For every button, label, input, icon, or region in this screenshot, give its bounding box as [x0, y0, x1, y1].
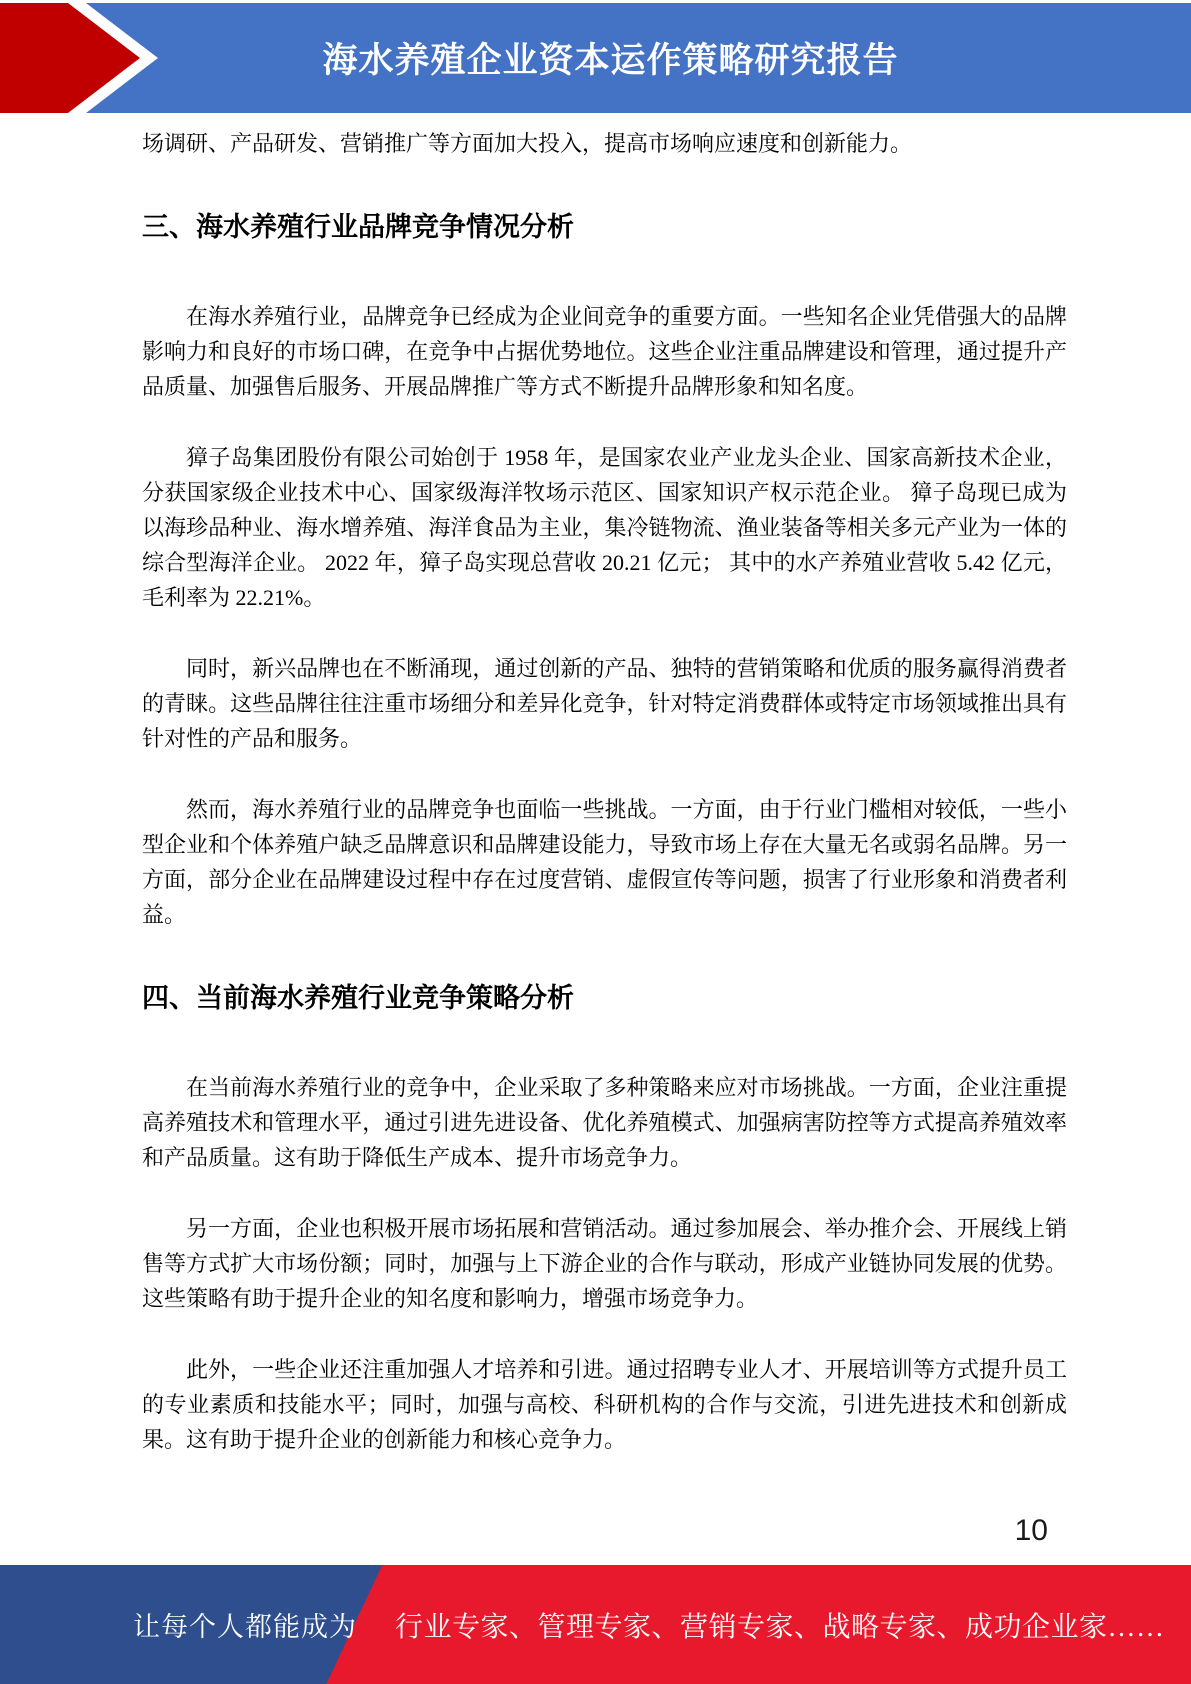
report-title: 海水养殖企业资本运作策略研究报告: [322, 41, 899, 80]
paragraph: 然而，海水养殖行业的品牌竞争也面临一些挑战。一方面，由于行业门槛相对较低，一些小型企业和个体养殖户缺乏品牌意识和品牌建设能力，导致市场上存在大量无名或弱名品牌。另一方面，部分企业在品牌建设过程中存在过度营销、虚假宣传等问题，损害了行业形象和消费者利益。: [142, 797, 1067, 927]
paragraph: 在当前海水养殖行业的竞争中，企业采取了多种策略来应对市场挑战。一方面，企业注重提高养殖技术和管理水平，通过引进先进设备、优化养殖模式、加强病害防控等方式提高养殖效率和产品质量。这有助于降低生产成本、提升市场竞争力。: [142, 1075, 1067, 1170]
paragraph: 在海水养殖行业，品牌竞争已经成为企业间竞争的重要方面。一些知名企业凭借强大的品牌影响力和良好的市场口碑，在竞争中占据优势地位。这些企业注重品牌建设和管理，通过提升产品质量、加强售后服务、开展品牌推广等方式不断提升品牌形象和知名度。: [142, 304, 1067, 399]
footer-slogan-left: 让每个人都能成为: [133, 1612, 357, 1642]
section-heading-competition-strategy: 四、当前海水养殖行业竞争策略分析: [142, 983, 574, 1013]
paragraph: 同时，新兴品牌也在不断涌现，通过创新的产品、独特的营销策略和优质的服务赢得消费者的青睐。这些品牌往往注重市场细分和差异化竞争，针对特定消费群体或特定市场领域推出具有针对性的产品和服务。: [142, 656, 1067, 751]
paragraph: 另一方面，企业也积极开展市场拓展和营销活动。通过参加展会、举办推介会、开展线上销售等方式扩大市场份额；同时，加强与上下游企业的合作与联动，形成产业链协同发展的优势。这些策略有助于提升企业的知名度和影响力，增强市场竞争力。: [142, 1216, 1067, 1311]
paragraph-continuation: 场调研、产品研发、营销推广等方面加大投入，提高市场响应速度和创新能力。: [142, 131, 913, 156]
page-header: [0, 3, 1191, 113]
document-body: [142, 116, 1067, 1493]
paragraph: 獐子岛集团股份有限公司始创于 1958 年，是国家农业产业龙头企业、国家高新技术企业，分获国家级企业技术中心、国家级海洋牧场示范区、国家知识产权示范企业。 獐子岛现已成为以海珍品种业、海水增养殖、海洋食品为主业，集冷链物流、渔业装备等相关多元产业为一体的综合型海洋企业。 2022 年，獐子岛实现总营收 20.21 亿元； 其中的水产养殖业营收 5.42 亿元，毛利率为 22.21%。: [142, 445, 1067, 610]
paragraph: 此外，一些企业还注重加强人才培养和引进。通过招聘专业人才、开展培训等方式提升员工的专业素质和技能水平；同时，加强与高校、科研机构的合作与交流，引进先进技术和创新成果。这有助于提升企业的创新能力和核心竞争力。: [142, 1357, 1067, 1452]
page-footer: [0, 1565, 1191, 1684]
page-number: 10: [1014, 1514, 1048, 1547]
footer-slogan-right: 行业专家、管理专家、营销专家、战略专家、成功企业家……: [395, 1611, 1165, 1643]
section-heading-brand-competition: 三、海水养殖行业品牌竞争情况分析: [142, 212, 574, 242]
